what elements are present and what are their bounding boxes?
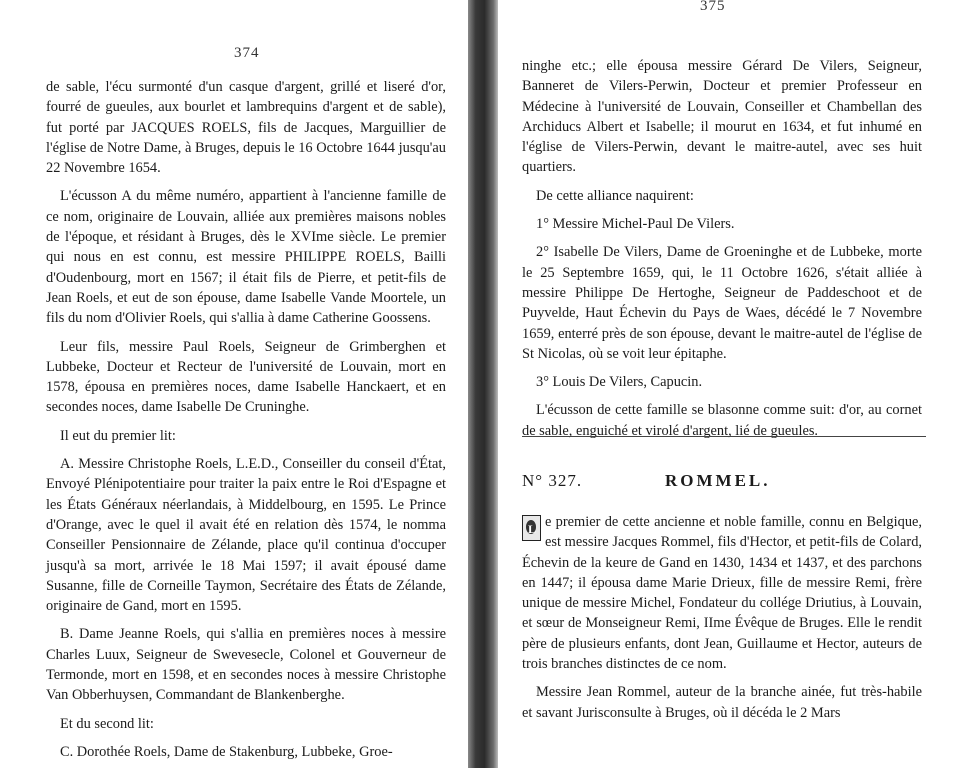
dropcap-letter: L <box>528 522 537 536</box>
paragraph: de sable, l'écu surmonté d'un casque d'argent, grillé et liseré d'or, fourré de gueules, aux bourlet et lambrequins d'argent et de sable), fut porté par JACQUES ROELS, fils de Jacques, Marguillier de l'église de Notre Dame, à Bruges, depuis le 16 Octobre 1644 jusqu'au 22 Novembre 1654. <box>46 79 446 177</box>
book-gutter <box>468 0 498 768</box>
entry-text <box>522 512 922 731</box>
right-page-text <box>522 56 922 449</box>
entry-heading <box>522 471 922 495</box>
entry-number: N° 327. <box>522 471 583 490</box>
ornamental-initial-icon <box>522 515 541 541</box>
paragraph: 1° Messire Michel-Paul De Vilers. <box>536 216 735 233</box>
paragraph: De cette alliance naquirent: <box>536 187 694 204</box>
paragraph: 3° Louis De Vilers, Capucin. <box>536 374 703 391</box>
left-page-text <box>46 77 446 768</box>
paragraph: Il eut du premier lit: <box>60 427 176 444</box>
page-number-right: 375 <box>700 0 726 14</box>
paragraph: B. Dame Jeanne Roels, qui s'allia en premières noces à messire Charles Luux, Seigneur de Swevesecle, Colonel et Gouverneur de Termonde, mort en 1598, et en secondes noces à messire Christophe Van Obberhuysen, Commandant de Blankenberghe. <box>46 626 446 704</box>
paragraph <box>522 512 922 674</box>
right-page <box>498 0 963 768</box>
entry-title: ROMMEL. <box>665 471 771 490</box>
page-number-left: 374 <box>234 45 260 61</box>
paragraph: Et du second lit: <box>60 715 154 732</box>
paragraph: L'écusson de cette famille se blasonne comme suit: d'or, au cornet de sable, enguiché et virolé d'argent, lié de gueules. <box>522 402 922 439</box>
paragraph: C. Dorothée Roels, Dame de Stakenburg, Lubbeke, Groe- <box>60 743 393 760</box>
paragraph: Leur fils, messire Paul Roels, Seigneur de Grimberghen et Lubbeke, Docteur et Recteur de l'université de Louvain, mort en 1578, épousa en premières noces, dame Isabelle Hanckaert, et en secondes noces, dame Isabelle De Cruninghe. <box>46 338 446 416</box>
left-page <box>0 0 468 768</box>
section-divider <box>522 436 926 437</box>
paragraph: 2° Isabelle De Vilers, Dame de Groeninghe et de Lubbeke, morte le 25 Septembre 1659, qui, le 11 Octobre 1626, s'était alliée à messire Philippe De Hertoghe, Seigneur de Paddeschoot et de Puyvelde, Haut Échevin du Pays de Waes, décédé le 7 Novembre 1659, enterré près de son épouse, devant le maitre-autel de l'église de St Nicolas, où se voit leur épitaphe. <box>522 244 922 362</box>
paragraph: ninghe etc.; elle épousa messire Gérard De Vilers, Seigneur, Banneret de Vilers-Perwin, Docteur et premier Professeur en Médecine à l'université de Louvain, Conseiller et Chambellan des Archiducs Albert et Isabelle; il mourut en 1634, et fut inhumé en l'église de Vilers-Perwin, devant le maitre-autel, avec ses huit quartiers. <box>522 58 922 176</box>
paragraph: L'écusson A du même numéro, appartient à l'ancienne famille de ce nom, originaire de Louvain, alliée aux premières maisons nobles de l'époque, et résidant à Bruges, dès le XVIme siècle. Le premier qui nous en est connu, est messire PHILIPPE ROELS, Bailli d'Oudenbourg, mort en 1567; il était fils de Pierre, et petit-fils de Jean Roels, et eut de son épouse, dame Isabelle Vande Moortele, un fils du nom d'Olivier Roels, qui s'allia à dame Catherine Goossens. <box>46 188 446 327</box>
entry-paragraph-text: e premier de cette ancienne et noble famille, connu en Belgique, est messire Jacques Rommel, fils d'Hector, et petit-fils de Colard, Échevin de la keure de Gand en 1430, 1434 et 1437, et des parchons en 1447; il épousa dame Marie Drieux, fille de messire Remi, frère unique de messire Michel, Fondateur du collége Driutius, à Louvain, et sœur de Monseigneur Remi, IIme Évêque de Bruges. Elle le rendit père de plusieurs enfants, dont Jean, Guillaume et Hector, auteurs de trois branches distinctes de ce nom. <box>522 514 922 673</box>
paragraph: A. Messire Christophe Roels, L.E.D., Conseiller du conseil d'État, Envoyé Plénipotentiaire pour traiter la paix entre le Roi d'Espagne et les États Généraux néerlandais, à Middelbourg, en 1595. Le Prince d'Orange, avec le quel il avait été en relation dès 1574, le nomma Conseiller Pensionnaire de Zélande, place qu'il continua d'occuper jusqu'à sa mort, arrivée le 18 Mai 1597; il avait épousé dame Susanne, fille de Corneille Taymon, Secrétaire des États de Zélande, originaire de Gand, mort en 1595. <box>46 456 446 615</box>
paragraph: Messire Jean Rommel, auteur de la branche ainée, fut très-habile et savant Jurisconsulte à Bruges, où il décéda le 2 Mars <box>522 684 922 721</box>
